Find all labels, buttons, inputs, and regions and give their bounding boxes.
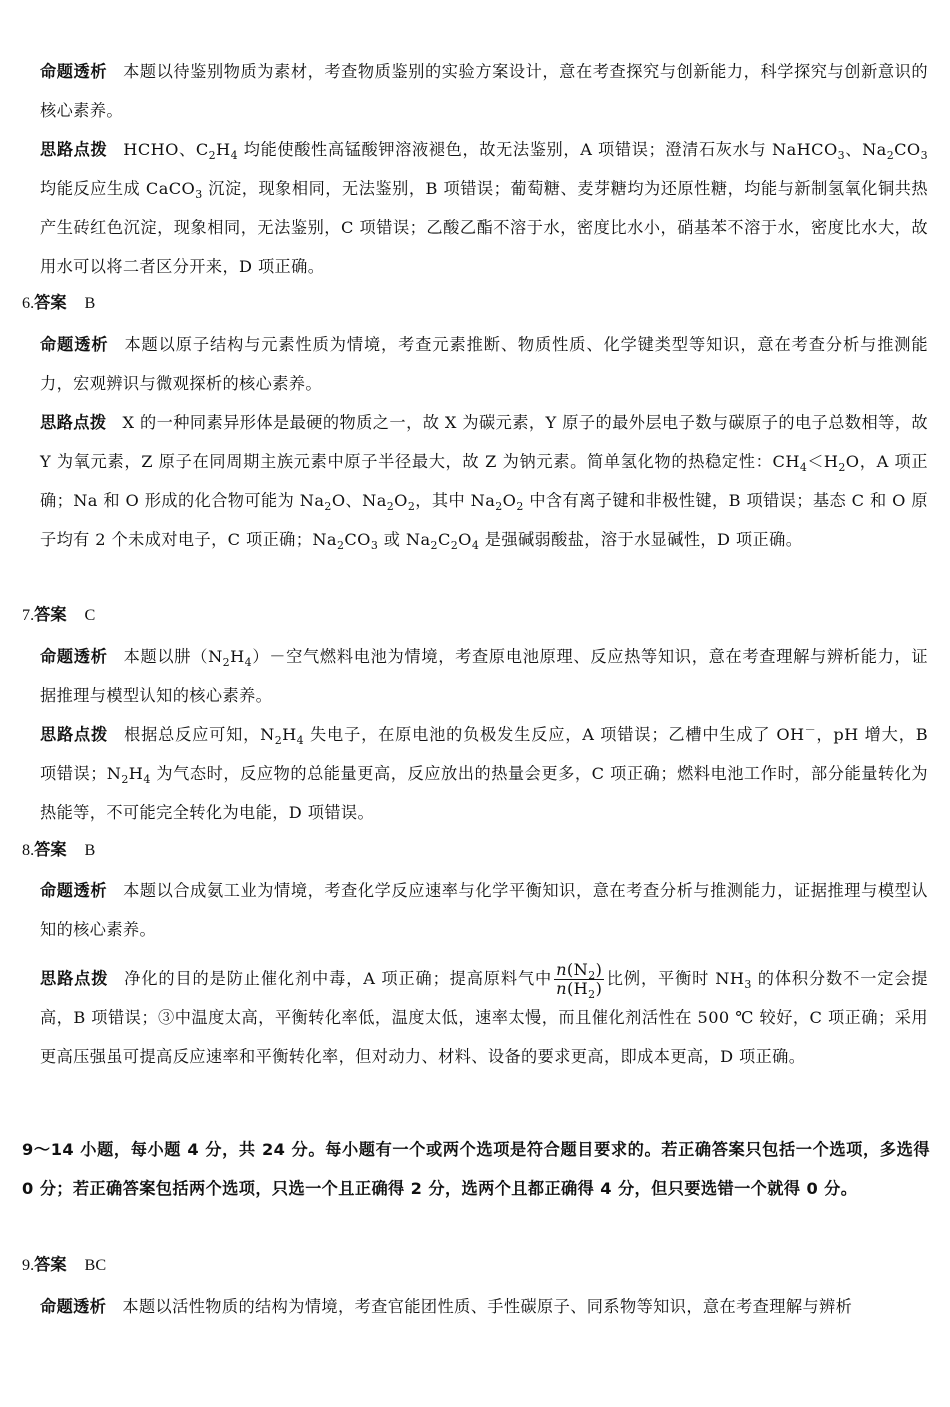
q9-number: 9. xyxy=(22,1256,35,1274)
q9-answer-value: BC xyxy=(84,1256,107,1274)
q6-analysis-label: 命题透析 xyxy=(40,335,109,354)
q7-number: 7. xyxy=(22,606,35,624)
q6-analysis-text: 本题以原子结构与元素性质为情境，考查元素推断、物质性质、化学键类型等知识，意在考查分析与推测能力，宏观辨识与微观探析的核心素养。 xyxy=(40,335,928,393)
n2-h2-fraction: $\frac{n(N_2)}{n(H_2)}$ xyxy=(556,960,603,1002)
q7-analysis-text: 本题以肼$(N_2H_4)-$空气燃料电池为情境，考查原电池原理、反应热等知识，意在考查理解与辨析能力，证据推理与模型认知的核心素养。 xyxy=(40,647,928,705)
q5-hint-text: HCHO、$C_2H_4$ 均能使酸性高锰酸钾溶液褪色，故无法鉴别，A 项错误；澄清石灰水与 NaHCO$_3$、$Na_2CO_3$ 均能反应生成 CaCO$_3$ 沉淀，现象相同，无法鉴别，B 项错误；葡萄糖、麦芽糖均为还原性糖，均能与新制氢氧化铜共热产生砖红色沉淀，现象相同，无法鉴别，C 项错误；乙酸乙酯不溶于水，密度比水小，硝基苯不溶于水，密度比水大，故用水可以将二者区分开来，D 项正确。 xyxy=(40,140,929,276)
q5-analysis-text: 本题以待鉴别物质为素材，考查物质鉴别的实验方案设计，意在考查探究与创新能力，科学探究与创新意识的核心素养。 xyxy=(40,62,928,120)
q9-answer-line xyxy=(22,1250,106,1280)
q8-analysis-text: 本题以合成氨工业为情境，考查化学反应速率与化学平衡知识，意在考查分析与推测能力，证据推理与模型认知的核心素养。 xyxy=(40,881,928,939)
q9-analysis-text: 本题以活性物质的结构为情境，考查官能团性质、手性碳原子、同系物等知识，意在考查理解与辨析 xyxy=(122,1297,853,1316)
q8-analysis-label: 命题透析 xyxy=(40,881,108,900)
q7-analysis xyxy=(40,637,928,715)
q7-answer-label: 答案 xyxy=(34,605,67,624)
q7-hint-text: 根据总反应可知，$N_2H_4$ 失电子，在原电池的负极发生反应，A 项错误；乙槽中生成了 OH－，pH 增大，B 项错误；$N_2H_4$ 为气态时，反应物的总能量更高，反应放出的热量会更多，C 项正确；燃料电池工作时，部分能量转化为热能等，不可能完全转化为电能，D 项错误。 xyxy=(40,723,929,822)
q9-analysis xyxy=(40,1287,928,1326)
q7-hint xyxy=(40,715,928,832)
q9-analysis-label: 命题透析 xyxy=(40,1297,107,1316)
q6-number: 6. xyxy=(22,294,35,312)
q7-hint-label: 思路点拨 xyxy=(40,725,109,744)
q5-hint-label: 思路点拨 xyxy=(40,140,108,159)
q6-answer-value: B xyxy=(84,294,96,312)
q8-analysis xyxy=(40,871,928,949)
q7-answer-line xyxy=(22,600,95,630)
q7-answer-value: C xyxy=(84,606,96,624)
q6-answer-label: 答案 xyxy=(34,293,67,312)
q6-answer-line xyxy=(22,288,95,318)
q8-answer-line xyxy=(22,835,95,865)
q6-analysis xyxy=(40,325,928,403)
q6-hint-text: X 的一种同素异形体是最硬的物质之一，故 X 为碳元素，Y 原子的最外层电子数与碳原子的电子总数相等，故 Y 为氧元素，Z 原子在同周期主族元素中原子半径最大，故 Z 为钠元素。简单氢化物的热稳定性：$CH_4<H_2O$，A 项正确；Na 和 O 形成的化合物可能为 $Na_2O$、$Na_2O_2$，其中 $Na_2O_2$ 中含有离子键和非极性键，B 项错误；基态 C 和 O 原子均有 2 个未成对电子，C 项正确；$Na_2CO_3$ 或 $Na_2C_2O_4$ 是强碱弱酸盐，溶于水显碱性，D 项正确。 xyxy=(40,413,928,553)
q7-analysis-label: 命题透析 xyxy=(40,647,108,666)
q8-hint-text: 净化的目的是防止催化剂中毒，A 项正确；提高原料气中 $\frac{n(N_2)}{n(H_2)}$ 比例，平衡时 $NH_3$ 的体积分数不一定会提高，B 项错误；③中温度太高，平衡转化率低，温度太低，速率太慢，而且催化剂活性在 500 ℃ 较好，C 项正确；采用更高压强虽可提高反应速率和平衡转化率，但对动力、材料、设备的要求更高，即成本更高，D 项正确。 xyxy=(40,960,928,1066)
q8-answer-value: B xyxy=(84,841,96,859)
q5-hint xyxy=(40,130,928,286)
q5-analysis xyxy=(40,52,928,130)
q8-number: 8. xyxy=(22,841,35,859)
q6-hint-label: 思路点拨 xyxy=(40,413,107,432)
q5-analysis-label: 命题透析 xyxy=(40,62,108,81)
q8-hint-label: 思路点拨 xyxy=(40,969,109,988)
q9-answer-label: 答案 xyxy=(34,1255,67,1274)
q8-hint xyxy=(40,959,928,1076)
q8-answer-label: 答案 xyxy=(34,840,67,859)
section-note: 9～14 小题，每小题 4 分，共 24 分。每小题有一个或两个选项是符合题目要求的。若正确答案只包括一个选项，多选得 0 分；若正确答案包括两个选项，只选一个且正确得 2 分，选两个且都正确得 4 分，但只要选错一个就得 0 分。 xyxy=(22,1140,930,1198)
q6-hint xyxy=(40,403,928,559)
